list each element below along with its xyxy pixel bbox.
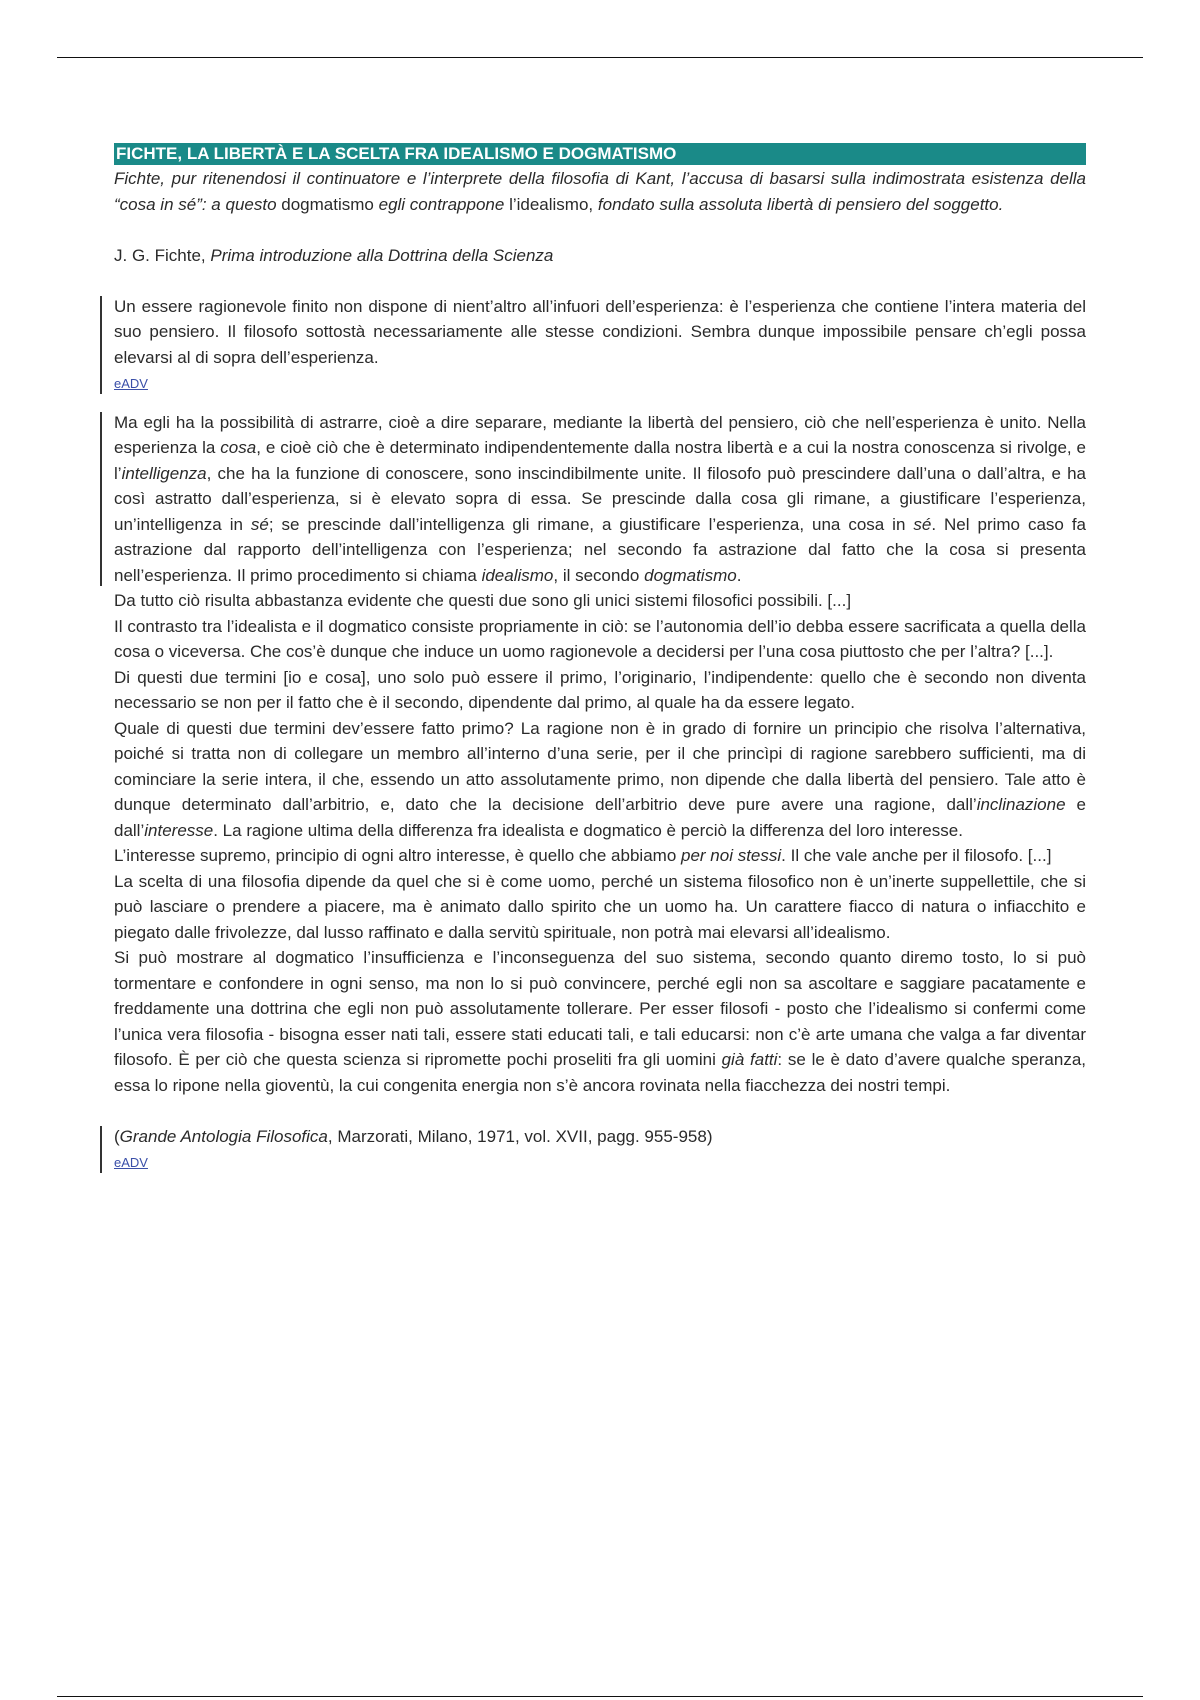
top-rule (57, 57, 1143, 58)
change-marker-block (114, 294, 1086, 396)
paragraph-3: Da tutto ciò risulta abbastanza evidente che questi due sono gli unici sistemi filosofici possibili. [...] (114, 591, 852, 610)
paragraph-2: Ma egli ha la possibilità di astrarre, cioè a dire separare, mediante la libertà del pensiero, ciò che nell’esperienza è unito. Nella esperienza la cosa, e cioè ciò che è determinato indipendentemente dalla nostra libertà e a cui la nostra conoscenza si rivolge, e l’intelligenza, che ha la funzione di conoscere, sono inscindibilmente unite. Il filosofo può prescindere dall’una o dall’altra, e ha così astratto dall’esperienza, si è elevato sopra di essa. Se prescinde dalla cosa gli rimane, a giustificare l’esperienza, un’intelligenza in sé; se prescinde dall’intelligenza gli rimane, a giustificare l’esperienza, una cosa in sé. Nel primo caso fa astrazione dal rapporto dell’intelligenza con l’esperienza; nel secondo fa astrazione dal fatto che la cosa si presenta nell’esperienza. Il primo procedimento si chiama idealismo, il secondo dogmatismo. (114, 410, 1086, 589)
paragraph-5: Di questi due termini [io e cosa], uno solo può essere il primo, l’originario, l’indipendente: quello che è secondo non diventa necessario se non per il fatto che è il secondo, dipendente dal primo, al quale ha da essere legato. (114, 667, 1086, 712)
paragraph-6: Quale di questi due termini dev’essere fatto primo? La ragione non è in grado di fornire un principio che risolva l’alternativa, poiché si tratta non di collegare un membro all’interno d’una serie, per il che princìpi di ragione sarebbero sufficienti, ma di cominciare la serie intera, il che, essendo un atto assolutamente primo, non dipende che dalla libertà del pensiero. Tale atto è dunque determinato dall’arbitrio, e, dato che la decisione dell’arbitrio deve pure avere una ragione, dall’inclinazione e dall’interesse. La ragione ultima della differenza fra idealista e dogmatico è perciò la differenza del loro interesse. (114, 718, 1086, 840)
bottom-rule (57, 1696, 1143, 1697)
paragraph-9: Si può mostrare al dogmatico l’insufficienza e l’inconseguenza del suo sistema, secondo quanto diremo tosto, lo si può tormentare e confondere in ogni senso, ma non lo si può convincere, perché egli non sa ascoltare e saggiare pacatamente e freddamente una dottrina che egli non può assolutamente tollerare. Per esser filosofi - posto che l’idealismo si confermi come l’unica vera filosofia - bisogna esser nati tali, essere stati educati tali, e tali educarsi: non c’è arte umana che valga a far diventar filosofo. È per ciò che questa scienza si ripromette pochi proseliti fra gli uomini già fatti: se le è dato d’avere qualche speranza, essa lo ripone nella gioventù, la cui congenita energia non s’è ancora rovinata nella fiacchezza dei nostri tempi. (114, 948, 1086, 1095)
adv-link[interactable]: eADV (114, 376, 148, 391)
paragraph-8: La scelta di una filosofia dipende da quel che si è come uomo, perché un sistema filosofico non è un’inerte suppellettile, che si può lasciare o prendere a piacere, ma è animato dallo spirito che un uomo ha. Un carattere fiacco di natura o infiacchito e piegato dalle frivolezze, dal lusso raffinato e dalla servitù spirituale, non potrà mai elevarsi all’idealismo. (114, 871, 1086, 942)
paragraph-7: L’interesse supremo, principio di ogni altro interesse, è quello che abbiamo per noi stessi. Il che vale anche per il filosofo. [...] (114, 846, 1052, 865)
adv-link[interactable]: eADV (114, 1155, 148, 1170)
citation: (Grande Antologia Filosofica, Marzorati, Milano, 1971, vol. XVII, pagg. 955-958) (114, 1126, 713, 1146)
source-line: J. G. Fichte, Prima introduzione alla Dottrina della Scienza (114, 245, 554, 265)
citation-block (114, 1124, 1086, 1175)
document-body (114, 143, 1086, 1175)
paragraph-1: Un essere ragionevole finito non dispone di nient’altro all’infuori dell’esperienza: è l’esperienza che contiene l’intera materia del suo pensiero. Il filosofo sottostà necessariamente alle stesse condizioni. Sembra dunque impossibile pensare ch’egli possa elevarsi al di sopra dell’esperienza. (114, 296, 1086, 367)
page-title: FICHTE, LA LIBERTÀ E LA SCELTA FRA IDEALISMO E DOGMATISMO (114, 143, 1086, 165)
paragraph-4: Il contrasto tra l’idealista e il dogmatico consiste propriamente in ciò: se l’autonomia dell’io debba essere sacrificata a quella della cosa o viceversa. Che cos’è dunque che induce un uomo ragionevole a decidersi per l’una cosa piuttosto che per l’altra? [...]. (114, 616, 1086, 661)
intro-paragraph: Fichte, pur ritenendosi il continuatore e l’interprete della filosofia di Kant, l’accusa di basarsi sulla indimostrata esistenza della “cosa in sé”: a questo dogmatismo egli contrappone l’idealismo, fondato sulla assoluta libertà di pensiero del soggetto. (114, 169, 1086, 214)
